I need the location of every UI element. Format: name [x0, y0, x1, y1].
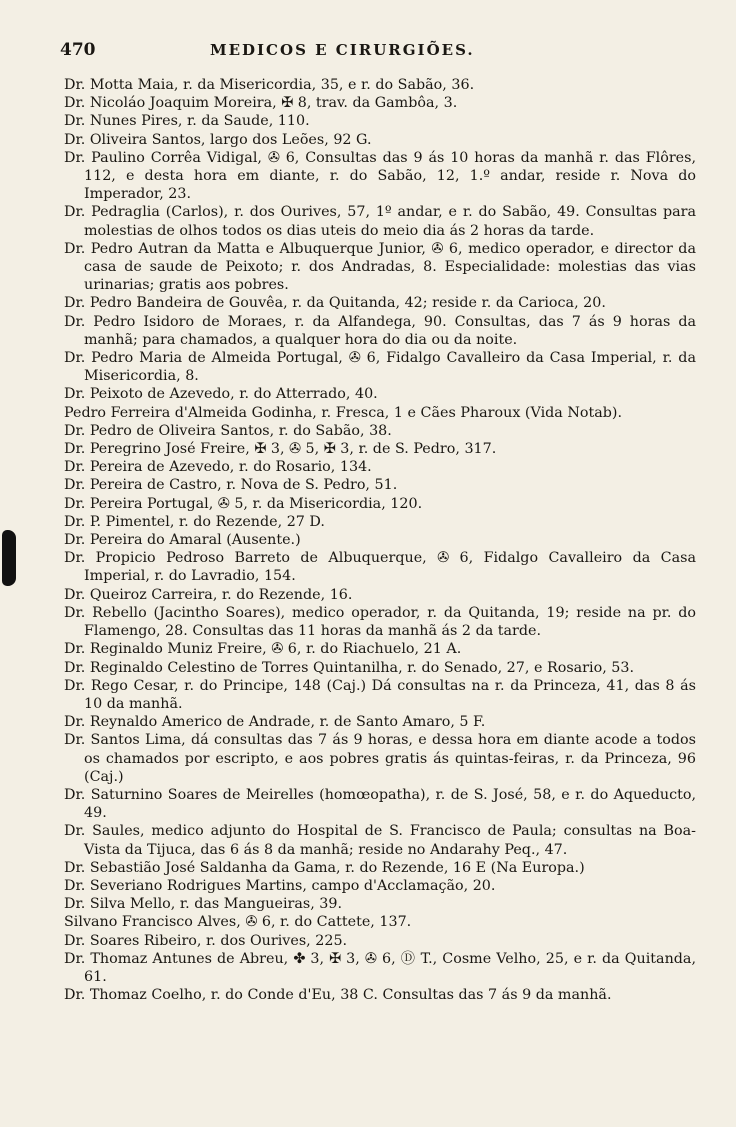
directory-entry: Dr. Pedro Isidoro de Moraes, r. da Alfandega, 90. Consultas, das 7 ás 9 horas da manhã; para chamados, a qualquer hora do dia ou da noite. — [64, 313, 696, 348]
directory-entry: Dr. Reynaldo Americo de Andrade, r. de Santo Amaro, 5 F. — [64, 714, 486, 731]
directory-entry: Dr. Pereira do Amaral (Ausente.) — [64, 532, 301, 549]
directory-entry: Dr. Motta Maia, r. da Misericordia, 35, e r. do Sabão, 36. — [64, 77, 475, 93]
directory-entry: Dr. Paulino Corrêa Vidigal, ✇ 6, Consultas das 9 ás 10 horas da manhã r. das Flôres, 112, e desta hora em diante, r. do Sabão, 12, 1.º andar, reside r. Nova do Imperador, 23. — [64, 149, 696, 203]
directory-entry: Dr. Rego Cesar, r. do Principe, 148 (Caj.) Dá consultas na r. da Princeza, 41, das 8 ás 10 da manhã. — [64, 677, 696, 712]
directory-entry: Dr. Peixoto de Azevedo, r. do Atterrado, 40. — [64, 386, 378, 403]
directory-entry: Dr. Queiroz Carreira, r. do Rezende, 16. — [64, 586, 353, 603]
directory-list — [64, 76, 696, 1004]
directory-entry: Dr. Pereira de Azevedo, r. do Rosario, 134. — [64, 459, 372, 476]
directory-entry: Dr. Thomaz Antunes de Abreu, ✤ 3, ✠ 3, ✇ 6, Ⓓ T., Cosme Velho, 25, e r. da Quitanda, 61. — [64, 950, 696, 985]
page-number: 470 — [60, 40, 96, 60]
directory-entry: Silvano Francisco Alves, ✇ 6, r. do Cattete, 137. — [64, 914, 412, 931]
directory-entry: Dr. Reginaldo Muniz Freire, ✇ 6, r. do Riachuelo, 21 A. — [64, 641, 462, 658]
directory-entry: Dr. Reginaldo Celestino de Torres Quintanilha, r. do Senado, 27, e Rosario, 53. — [64, 659, 635, 676]
directory-entry: Dr. Pedraglia (Carlos), r. dos Ourives, 57, 1º andar, e r. do Sabão, 49. Consultas para molestias de olhos todos os dias uteis do meio dia ás 2 horas da tarde. — [64, 204, 696, 239]
directory-entry: Dr. P. Pimentel, r. do Rezende, 27 D. — [64, 513, 325, 530]
directory-entry: Dr. Rebello (Jacintho Soares), medico operador, r. da Quitanda, 19; reside na pr. do Flamengo, 28. Consultas das 11 horas da manhã ás 2 da tarde. — [64, 604, 696, 640]
directory-entry: Dr. Pereira de Castro, r. Nova de S. Pedro, 51. — [64, 477, 398, 494]
directory-entry: Dr. Santos Lima, dá consultas das 7 ás 9 horas, e dessa hora em diante acode a todos os chamados por escripto, e aos pobres gratis ás quintas-feiras, r. da Princeza, 96 (Caj.) — [64, 732, 696, 785]
directory-entry: Dr. Severiano Rodrigues Martins, campo d'Acclamação, 20. — [64, 877, 496, 894]
page-header — [60, 40, 696, 76]
directory-entry: Dr. Nunes Pires, r. da Saude, 110. — [64, 113, 310, 130]
directory-entry: Dr. Oliveira Santos, largo dos Leões, 92 G. — [64, 131, 372, 148]
directory-entry: Dr. Peregrino José Freire, ✠ 3, ✇ 5, ✠ 3, r. de S. Pedro, 317. — [64, 441, 497, 458]
directory-entry: Dr. Pedro Maria de Almeida Portugal, ✇ 6, Fidalgo Cavalleiro da Casa Imperial, r. da Misericordia, 8. — [64, 350, 696, 385]
page-title: MEDICOS E CIRURGIÕES. — [210, 41, 475, 59]
directory-entry: Dr. Pedro de Oliveira Santos, r. do Sabão, 38. — [64, 422, 392, 439]
directory-entry: Dr. Saules, medico adjunto do Hospital de S. Francisco de Paula; consultas na Boa-Vista da Tijuca, das 6 ás 8 da manhã; reside no Andarahy Peq., 47. — [64, 823, 696, 858]
directory-entry: Pedro Ferreira d'Almeida Godinha, r. Fresca, 1 e Cães Pharoux (Vida Notab). — [64, 404, 623, 421]
directory-entry: Dr. Pereira Portugal, ✇ 5, r. da Misericordia, 120. — [64, 495, 423, 512]
directory-entry: Dr. Nicoláo Joaquim Moreira, ✠ 8, trav. da Gambôa, 3. — [64, 95, 458, 112]
directory-entry: Dr. Thomaz Coelho, r. do Conde d'Eu, 38 C. Consultas das 7 ás 9 da manhã. — [64, 987, 612, 1004]
binding-mark — [2, 530, 16, 586]
directory-entry: Dr. Silva Mello, r. das Mangueiras, 39. — [64, 896, 343, 913]
directory-entry: Dr. Propicio Pedroso Barreto de Albuquerque, ✇ 6, Fidalgo Cavalleiro da Casa Imperial, r. do Lavradio, 154. — [64, 550, 696, 585]
directory-entry: Dr. Saturnino Soares de Meirelles (homœopatha), r. de S. José, 58, e r. do Aqueducto, 49. — [64, 786, 696, 822]
directory-entry: Dr. Soares Ribeiro, r. dos Ourives, 225. — [64, 932, 348, 949]
directory-entry: Dr. Sebastião José Saldanha da Gama, r. do Rezende, 16 E (Na Europa.) — [64, 859, 585, 876]
directory-entry: Dr. Pedro Bandeira de Gouvêa, r. da Quitanda, 42; reside r. da Carioca, 20. — [64, 295, 606, 312]
directory-entry: Dr. Pedro Autran da Matta e Albuquerque Junior, ✇ 6, medico operador, e director da casa de saude de Peixoto; r. dos Andradas, 8. Especialidade: molestias das vias urinarias; gratis aos pobres. — [64, 240, 696, 294]
